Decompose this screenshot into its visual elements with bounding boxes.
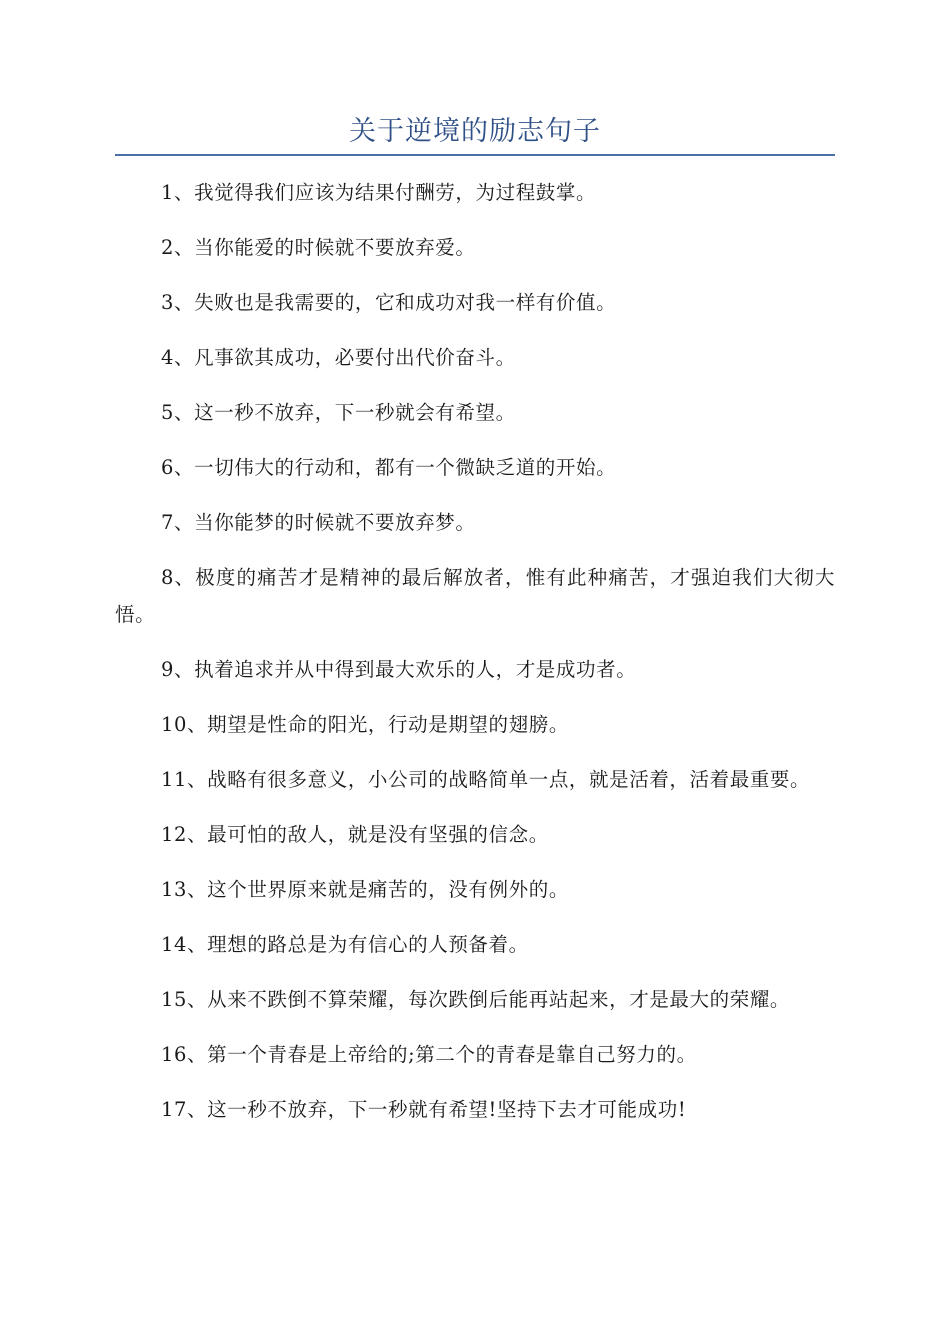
document-body xyxy=(115,174,835,1146)
quote-paragraph: 16、第一个青春是上帝给的;第二个的青春是靠自己努力的。 xyxy=(161,1043,697,1066)
quote-paragraph: 17、这一秒不放弃，下一秒就有希望!坚持下去才可能成功! xyxy=(161,1098,687,1121)
title-underline xyxy=(115,154,835,156)
quote-paragraph: 10、期望是性命的阳光，行动是期望的翅膀。 xyxy=(161,713,569,736)
quote-paragraph: 6、一切伟大的行动和，都有一个微缺乏道的开始。 xyxy=(161,456,617,479)
quote-paragraph: 7、当你能梦的时候就不要放弃梦。 xyxy=(161,511,476,534)
quote-paragraph: 8、极度的痛苦才是精神的最后解放者，惟有此种痛苦，才强迫我们大彻大悟。 xyxy=(115,566,835,626)
quote-paragraph: 13、这个世界原来就是痛苦的，没有例外的。 xyxy=(161,878,569,901)
quote-paragraph: 9、执着追求并从中得到最大欢乐的人，才是成功者。 xyxy=(161,658,637,681)
quote-paragraph: 12、最可怕的敌人，就是没有坚强的信念。 xyxy=(161,823,549,846)
quote-paragraph: 15、从来不跌倒不算荣耀，每次跌倒后能再站起来，才是最大的荣耀。 xyxy=(161,988,791,1011)
quote-paragraph: 14、理想的路总是为有信心的人预备着。 xyxy=(161,933,529,956)
quote-paragraph: 2、当你能爱的时候就不要放弃爱。 xyxy=(161,236,476,259)
document-title: 关于逆境的励志句子 xyxy=(349,116,601,147)
quote-paragraph: 1、我觉得我们应该为结果付酬劳，为过程鼓掌。 xyxy=(161,181,597,204)
quote-paragraph: 5、这一秒不放弃，下一秒就会有希望。 xyxy=(161,401,516,424)
quote-paragraph: 3、失败也是我需要的，它和成功对我一样有价值。 xyxy=(161,291,617,314)
quote-paragraph: 11、战略有很多意义，小公司的战略简单一点，就是活着，活着最重要。 xyxy=(161,768,811,791)
quote-paragraph: 4、凡事欲其成功，必要付出代价奋斗。 xyxy=(161,346,516,369)
